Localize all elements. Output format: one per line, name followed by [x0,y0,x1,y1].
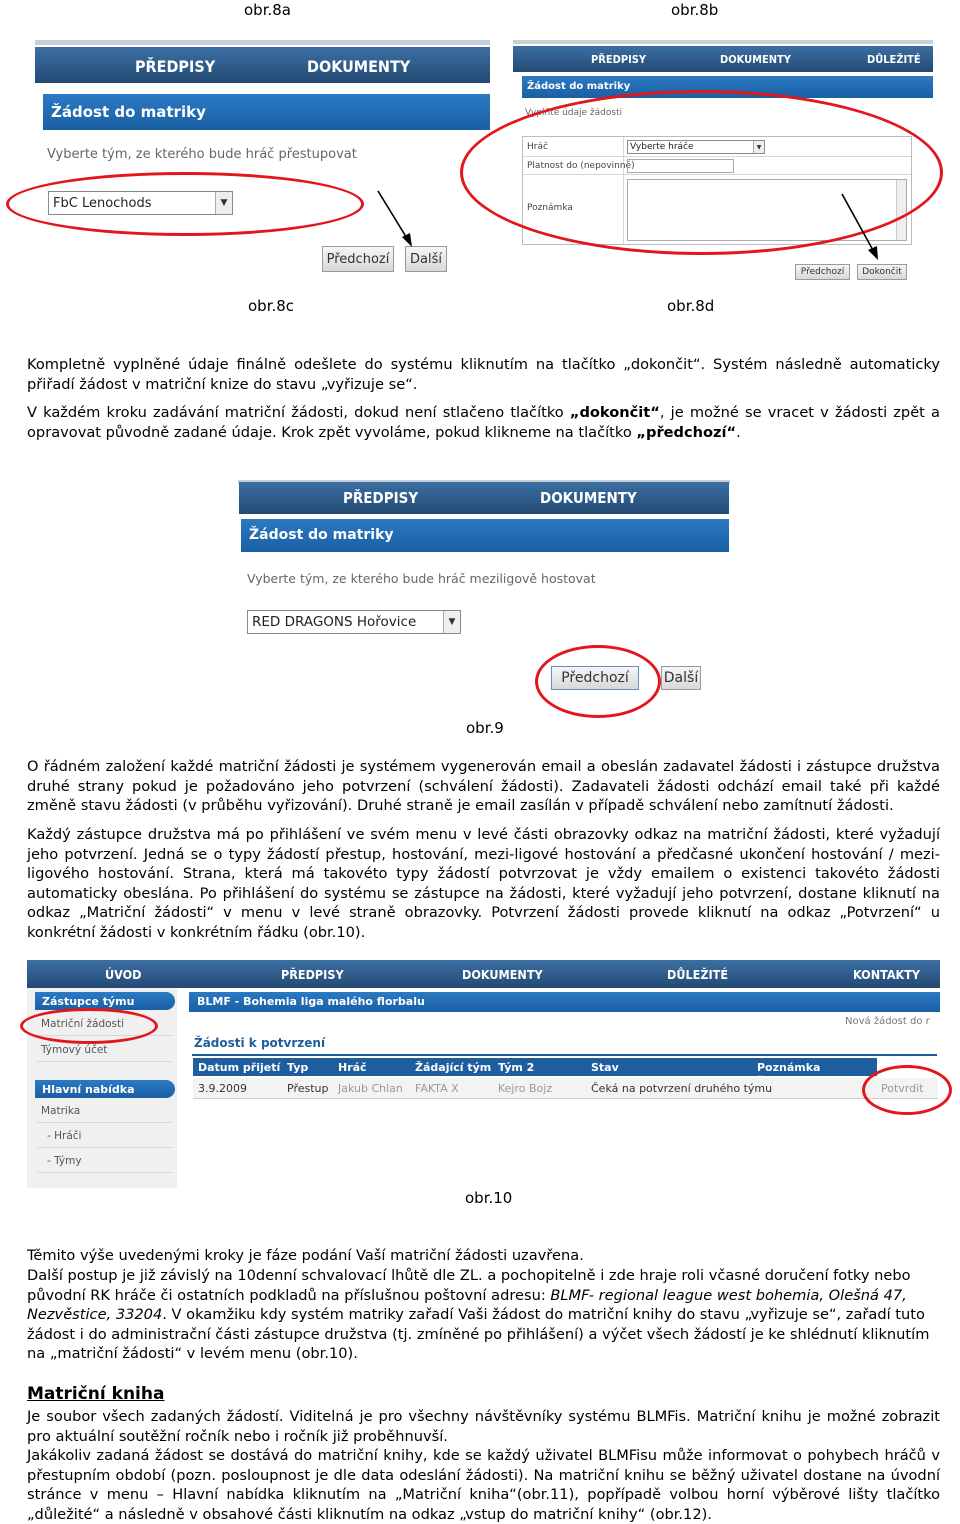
cell-date: 3.9.2009 [198,1082,247,1095]
next-button[interactable]: Další [661,666,701,690]
nav-kontakty[interactable]: KONTAKTY [853,967,921,982]
paragraph-2: V každém kroku zadávání matriční žádosti, dokud není stlačeno tlačítko „dokončit“, je možné se vracet v žádosti zpět a opravovat původně zadané údaje. Krok zpět vyvoláme, pokud klikneme na tlačítko „předchozí“. [27,404,940,441]
top-nav [239,482,729,514]
col-note: Poznámka [757,1061,821,1074]
nav-dokumenty[interactable]: DOKUMENTY [462,967,543,982]
sidebar-section-team: Zástupce týmu [35,992,175,1010]
sidebar-item-tymovy-ucet[interactable]: Týmový účet [41,1044,108,1056]
team-select[interactable] [247,610,461,634]
col-player: Hráč [338,1061,367,1074]
team-prompt: Vyberte tým, ze kterého bude hráč přestupovat [47,147,357,162]
cell-status: Čeká na potvrzení druhého týmu [591,1082,773,1095]
nav-predpisy[interactable]: PŘEDPISY [281,967,344,982]
nav-predpisy[interactable]: PŘEDPISY [343,489,419,507]
sidebar-item-matrika[interactable]: Matrika [41,1105,81,1117]
top-nav [513,46,933,72]
table-header [193,1058,877,1076]
sidebar-section-main: Hlavní nabídka [35,1080,175,1098]
nav-dokumenty[interactable]: DOKUMENTY [307,57,411,76]
highlight-ellipse [535,645,661,718]
sidebar-item-hraci[interactable]: - Hráči [47,1130,82,1142]
highlight-ellipse [20,1008,158,1044]
prev-button[interactable]: Předchozí [322,246,394,272]
form-title: Žádost do matriky [51,103,206,121]
nav-predpisy[interactable]: PŘEDPISY [591,53,647,66]
prev-button[interactable]: Předchozí [551,666,639,690]
form-title-bar [43,94,490,130]
finish-button[interactable]: Dokončit [857,264,907,280]
prev-button[interactable]: Předchozí [795,264,850,280]
arrow-icon [836,190,886,265]
form-subtitle: Vyplňte údaje žádosti [525,108,623,118]
league-bar [189,992,940,1012]
col-team2: Tým 2 [498,1061,535,1074]
league-name: BLMF - Bohemia liga malého florbalu [197,995,425,1008]
caption-8d: obr.8d [667,297,715,315]
nav-predpisy[interactable]: PŘEDPISY [135,57,216,76]
cell-player: Jakub Chlan [338,1082,403,1095]
form-title-bar [241,519,729,552]
nav-dulezite[interactable]: DŮLEŽITÉ [867,53,921,66]
label-note: Poznámka [527,203,573,213]
next-button[interactable]: Další [405,246,447,272]
screenshot-8a [35,40,490,290]
paragraph-3: O řádném založení každé matriční žádosti je systémem vygenerován email a obeslán zadavatel žádosti i zástupce družstva druhé strany pokud je požadováno jeho potvrzení (schválení žádosti). Zadavateli žádosti odchází email také při každé změně stavu žádosti (v průběhu vyřizování). Druhé straně je email zasílán v případě schválení nebo zamítnutí žádosti. [27,758,940,814]
caption-9: obr.9 [466,719,504,737]
label-player: Hráč [527,142,548,152]
screenshot-10 [27,960,940,1188]
col-type: Typ [287,1061,309,1074]
paragraph-5a: Těmito výše uvedenými kroky je fáze podání Vaší matriční žádosti uzavřena. [27,1247,584,1264]
caption-8c: obr.8c [248,297,295,315]
form-title: Žádost do matriky [249,527,394,543]
paragraph-6: Je soubor všech zadaných žádostí. Viditelná je pro všechny návštěvníky systému BLMFis. Matriční knihu je možné zobrazit pro aktuální soutěžní ročník nebo i ročník již proběhnuvší. [27,1408,940,1445]
player-select-value: Vyberte hráče [630,142,694,152]
top-nav [27,960,940,988]
caption-8b: obr.8b [671,1,719,19]
sidebar-item-matricni-zadosti[interactable]: Matriční žádosti [41,1018,125,1030]
chevron-down-icon: ▼ [753,141,764,153]
sidebar-item-tymy[interactable]: - Týmy [47,1155,82,1167]
paragraph-7: Jakákoliv zadaná žádost se dostává do matriční knihy, kde se každý uživatel BLMFisu může informovat o pohybech hráčů v přestupním období (pozn. posloupnost je dle data odeslání žádosti). Na matriční knihu se běžný uživatel dostane na úvodní stránce v menu – Hlavní nabídka kliknutím na „Matriční kniha“(obr.11), popřípadě volbou horní výběrové lišty tlačítko „důležité“ a následně v obsahové části kliknutím na odkaz „vstup do matriční knihy“ (obr.12). [27,1447,940,1523]
highlight-ellipse [6,172,364,236]
cell-type: Přestup [287,1082,329,1095]
new-request-link[interactable]: Nová žádost do r [845,1016,930,1027]
nav-uvod[interactable]: ÚVOD [105,967,142,982]
team-prompt: Vyberte tým, ze kterého bude hráč meziligově hostovat [247,571,596,586]
nav-dulezite[interactable]: DŮLEŽITÉ [667,967,729,982]
paragraph-4: Každý zástupce družstva má po přihlášení ve svém menu v levé části obrazovky odkaz na matriční žádosti, které vyžadují jeho potvrzení. Jedná se o typy žádostí přestup, hostování, mezi-ligové hostování a předčasné ukončení hostování / mezi-ligového hostování. Strana, která má takovéto typy žádostí potvrzovat je vždy emailem o existenci takovéto žádosti automaticky obeslána. Po přihlášení do systému se zástupce na žádosti, které vyžadují jeho potvrzení, dostane kliknutí na odkaz „Matriční žádosti“ v menu v levé straně obrazovky. Potvrzení žádosti provede kliknutí na odkaz „Potvrzení“ u konkrétní žádosti v konkrétním řádku (obr.10). [27,826,940,941]
highlight-ellipse [862,1065,952,1115]
confirm-link[interactable]: Potvrdit [881,1082,924,1095]
team-select-value: FbC Lenochods [53,196,152,211]
chevron-down-icon: ▼ [215,192,232,214]
section-title-matricni-kniha: Matriční kniha [27,1384,165,1404]
col-date: Datum přijetí [198,1061,281,1074]
table-row [193,1078,938,1099]
arrow-icon [370,185,420,250]
col-requesting-team: Žádající tým [415,1061,492,1074]
team-select-value: RED DRAGONS Hořovice [252,614,417,630]
nav-dokumenty[interactable]: DOKUMENTY [720,53,791,66]
form-title: Žádost do matriky [527,81,631,92]
caption-10: obr.10 [465,1189,513,1207]
requests-heading: Žádosti k potvrzení [194,1036,326,1050]
paragraph-1: Kompletně vyplněné údaje finálně odešlete do systému kliknutím na tlačítko „dokončit“. Systém následně automaticky přiřadí žádost v matriční knize do stavu „vyřizuje se“. [27,356,940,393]
top-nav [35,47,490,83]
cell-requesting-team: FAKTA X [415,1082,459,1095]
caption-8a: obr.8a [244,1,291,19]
cell-team2: Kejro Bojz [498,1082,553,1095]
label-valid: Platnost do (nepovinné) [527,161,635,171]
col-status: Stav [591,1061,619,1074]
chevron-down-icon: ▼ [443,611,460,633]
nav-dokumenty[interactable]: DOKUMENTY [540,489,637,507]
paragraph-5b: Další postup je již závislý na 10denní schvalovací lhůtě dle ZL. a pochopitelně i zde hraje roli včasné doručení fotky nebo původní RK hráče či ostatních podkladů na příslušnou poštovní adresu: BLMF- regional league west bohemia, Olešná 47, Nezvěstice, 33204. V okamžiku kdy systém matriky zařadí Vaši žádost do matriční knihy do stavu „vyřizuje se“, zařadí tuto žádost i do administrační části zástupce družstva (tj. zmíněné po přihlášení) a výčet všech žádostí je ke shlédnutí kliknutím na „matriční žádosti“ v levém menu (obr.10). [27,1267,930,1362]
